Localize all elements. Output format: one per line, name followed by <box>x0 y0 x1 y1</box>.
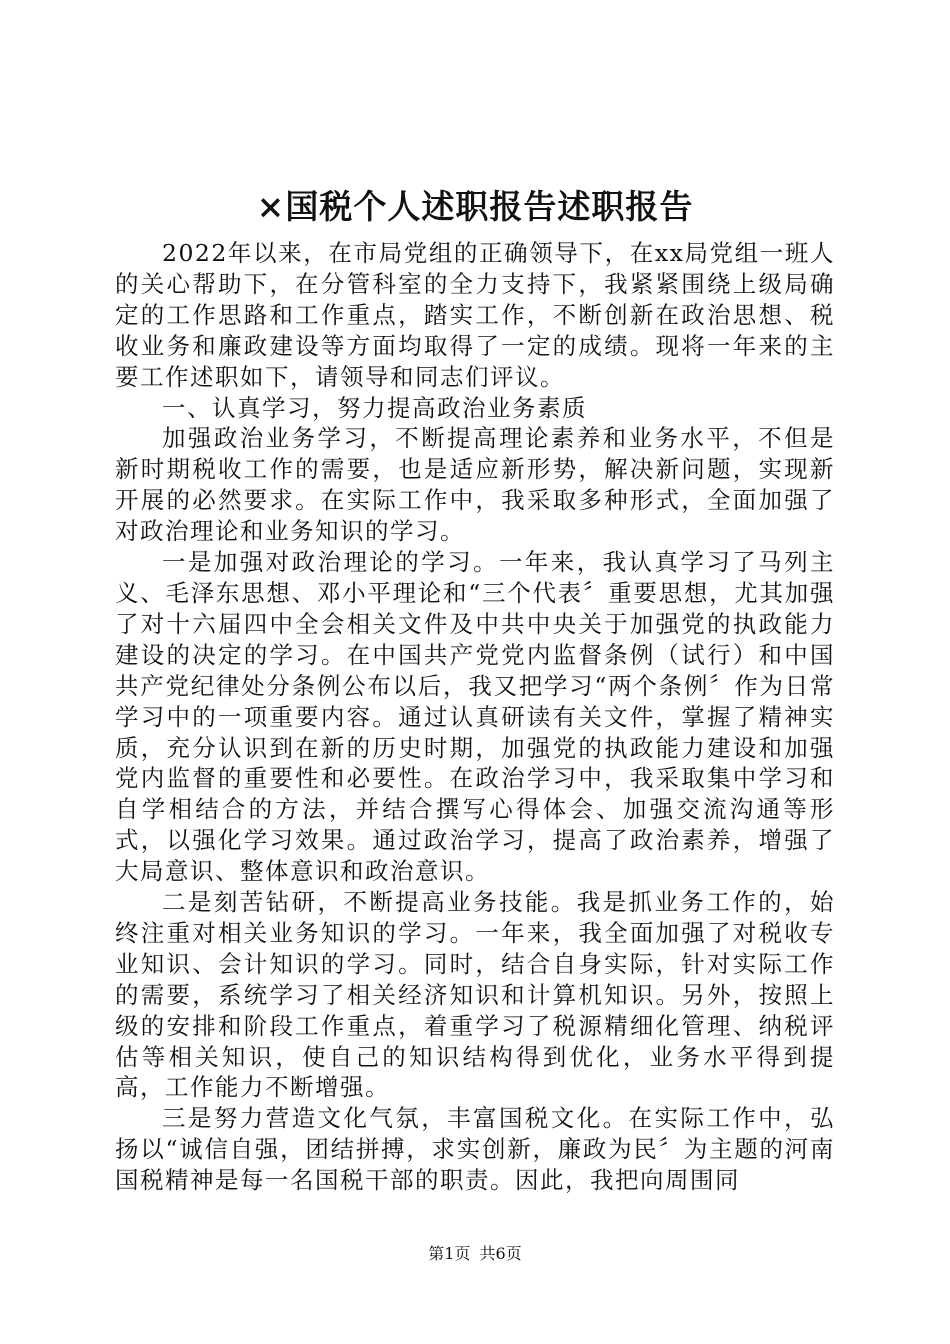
intro-paragraph: 2022年以来，在市局党组的正确领导下，在xx局党组一班人的关心帮助下，在分管科室的全力支持下，我紧紧围绕上级局确定的工作思路和工作重点，踏实工作，不断创新在政治思想、税收业务和廉政建设等方面均取得了一定的成绩。现将一年来的主要工作述职如下，请领导和同志们评议。 <box>115 239 835 391</box>
page-footer <box>0 1243 950 1265</box>
body-paragraph: 二是刻苦钻研，不断提高业务技能。我是抓业务工作的，始终注重对相关业务知识的学习。一年来，我全面加强了对税收专业知识、会计知识的学习。同时，结合自身实际，针对实际工作的需要，系统学习了相关经济知识和计算机知识。另外，按照上级的安排和阶段工作重点，着重学习了税源精细化管理、纳税评估等相关知识，使自己的知识结构得到优化，业务水平得到提高，工作能力不断增强。 <box>115 888 835 1102</box>
body-paragraph: 加强政治业务学习，不断提高理论素养和业务水平，不但是新时期税收工作的需要，也是适应新形势，解决新问题，实现新开展的必然要求。在实际工作中，我采取多种形式，全面加强了对政治理论和业务知识的学习。 <box>115 424 835 546</box>
body-paragraph: 三是努力营造文化气氛，丰富国税文化。在实际工作中，弘扬以“诚信自强，团结拼搏，求实创新，廉政为民〞为主题的河南国税精神是每一名国税干部的职责。因此，我把向周围同 <box>115 1104 835 1195</box>
document-title: ×国税个人述职报告述职报告 <box>256 187 694 226</box>
body-paragraph: 一是加强对政治理论的学习。一年来，我认真学习了马列主义、毛泽东思想、邓小平理论和“三个代表〞重要思想，尤其加强了对十六届四中全会相关文件及中共中央关于加强党的执政能力建设的决定的学习。在中国共产党党内监督条例（试行）和中国共产党纪律处分条例公布以后，我又把学习“两个条例〞作为日常学习中的一项重要内容。通过认真研读有关文件，掌握了精神实质，充分认识到在新的历史时期，加强党的执政能力建设和加强党内监督的重要性和必要性。在政治学习中，我采取集中学习和自学相结合的方法，并结合撰写心得体会、加强交流沟通等形式，以强化学习效果。通过政治学习，提高了政治素养，增强了大局意识、整体意识和政治意识。 <box>115 548 835 886</box>
page-number: 第1页 <box>428 1244 471 1263</box>
section-heading: 一、认真学习，努力提高政治业务素质 <box>162 393 587 422</box>
document-body <box>115 238 835 1196</box>
page-total: 共6页 <box>479 1244 522 1263</box>
